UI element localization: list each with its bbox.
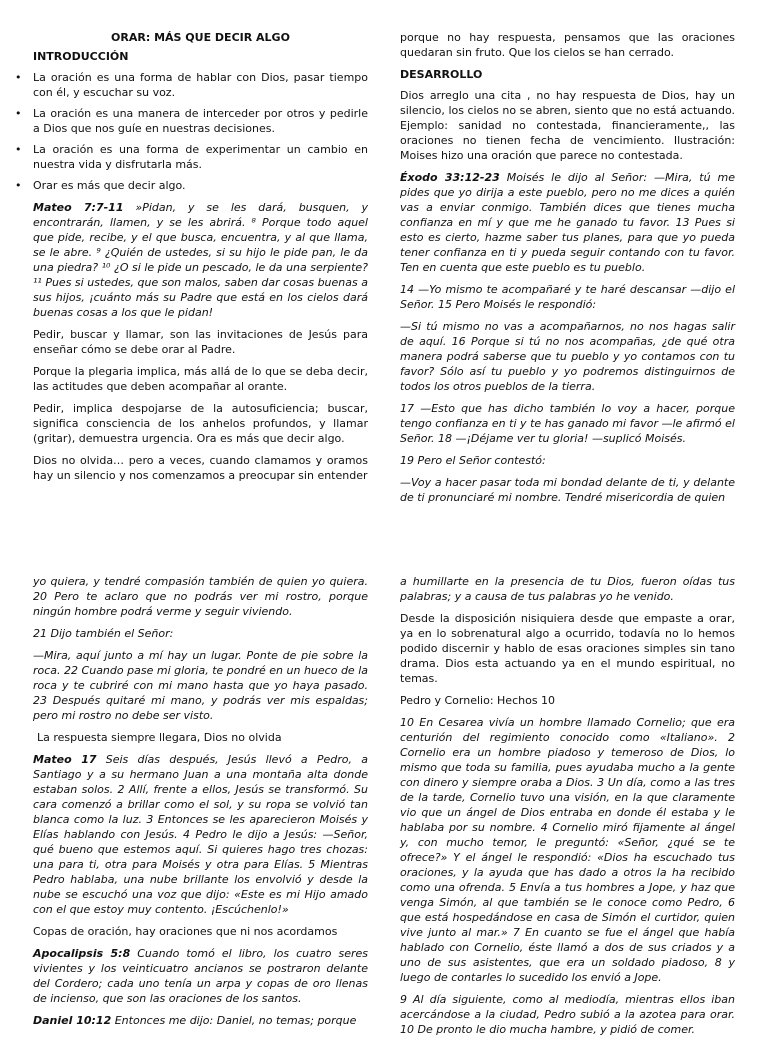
paragraph: Pedro y Cornelio: Hechos 10 (400, 694, 556, 707)
bullet-icon: • (15, 71, 22, 84)
apocalipsis-passage: Apocalipsis 5:8 Cuando tomó el libro, los cuatro seres vivientes y los veinticuatro ancianos se postraron delante del Cordero; cada uno tenía un arpa y copas de oro llenas de incienso, que son las oraciones de los santos. (33, 947, 368, 1005)
daniel-passage: Daniel 10:12 Entonces me dijo: Daniel, no temas; porque (33, 1014, 357, 1027)
paragraph: —Voy a hacer pasar toda mi bondad delante de ti, y delante de ti pronunciaré mi nombre. Tendré misericordia de quien (400, 476, 735, 504)
mateo17-passage: Mateo 17 Seis días después, Jesús llevó a Pedro, a Santiago y a su hermano Juan a una montaña alta donde estaban solos. 2 Allí, frente a ellos, Jesús se transformó. Su cara comenzó a brillar como el sol, y su ropa se volvió tan blanca como la luz. 3 Entonces se les aparecieron Moisés y Elías hablando con Jesús. 4 Pedro le dijo a Jesús: —Señor, qué bueno que estemos aquí. Si quieres hago tres chozas: una para ti, otra para Moisés y otra para Elías. 5 Mientras Pedro hablaba, una nube brillante los envolvió y desde la nube se escuchó una voz que dijo: «Este es mi Hijo amado con el que estoy muy contento. ¡Escúchenlo!» (33, 753, 368, 916)
paragraph: 14 —Yo mismo te acompañaré y te haré descansar —dijo el Señor. 15 Pero Moisés le respondió: (400, 283, 735, 311)
paragraph: Dios no olvida… pero a veces, cuando clamamos y oramos hay un silencio y nos comenzamos a preocupar sin entender (33, 454, 368, 482)
column-top-left (15, 30, 369, 490)
document-title: ORAR: MÁS QUE DECIR ALGO (111, 31, 290, 44)
column-top-right (400, 30, 735, 512)
bullet-icon: • (15, 143, 22, 156)
verse-reference: Éxodo 33:12-23 (400, 171, 500, 184)
paragraph: Dios arreglo una cita , no hay respuesta de Dios, hay un silencio, los cielos no se abren, siento que no está actuando. Ejemplo: sanidad no contestada, financieramente,, las oraciones no tienen fecha de vencimiento. Ilustración: Moises hizo una oración que parece no contestada. (400, 89, 735, 162)
paragraph: porque no hay respuesta, pensamos que las oraciones quedaran sin fruto. Que los cielos se han cerrado. (400, 31, 735, 59)
list-item: • La oración es una forma de hablar con Dios, pasar tiempo con él, y escuchar su voz. (15, 71, 368, 99)
list-item: • La oración es una manera de interceder por otros y pedirle a Dios que nos guíe en nuestras decisiones. (15, 107, 368, 135)
paragraph: 9 Al día siguiente, como al mediodía, mientras ellos iban acercándose a la ciudad, Pedro subió a la azotea para orar. 10 De pronto le dio mucha hambre, y pidió de comer. (400, 993, 735, 1036)
paragraph: 10 En Cesarea vivía un hombre llamado Cornelio; que era centurión del regimiento conocido como «Italiano». 2 Cornelio era un hombre piadoso y temeroso de Dios, lo mismo que toda su familia, pues ayudaba mucho a la gente con dinero y siempre oraba a Dios. 3 Un día, como a las tres de la tarde, Cornelio tuvo una visión, en la que claramente vio que un ángel de Dios entraba en donde él estaba y le hablaba por su nombre. 4 Cornelio miró fijamente al ángel y, con mucho temor, le preguntó: «Señor, ¿qué se te ofrece?» Y el ángel le respondió: «Dios ha escuchado tus oraciones, y la ayuda que has dado a otros la ha recibido como una ofrenda. 5 Envía a tus hombres a Jope, y haz que venga Simón, al que también se le conoce como Pedro, 6 que está hospedándose en casa de Simón el curtidor, quien vive junto al mar.» 7 En cuanto se fue el ángel que había hablado con Cornelio, éste llamó a dos de sus criados y a uno de sus asistentes, que era un soldado piadoso, 8 y luego de contarles lo sucedido los envió a Jope. (400, 716, 735, 984)
list-item: • Orar es más que decir algo. (15, 179, 186, 192)
column-bottom-left (33, 574, 368, 1035)
bullet-icon: • (15, 179, 22, 192)
bullet-icon: • (15, 107, 22, 120)
paragraph: La respuesta siempre llegara, Dios no olvida (37, 731, 282, 744)
list-item: • La oración es una forma de experimentar un cambio en nuestra vida y disfrutarla más. (15, 143, 368, 171)
mateo7-passage: Mateo 7:7-11 »Pidan, y se les dará, busquen, y encontrarán, llamen, y se les abrirá. ⁸ Porque todo aquel que pide, recibe, y el que busca, encuentra, y al que llama, se le abre. ⁹ ¿Quién de ustedes, si su hijo le pide pan, le da una piedra? ¹⁰ ¿O si le pide un pescado, le da una serpiente? ¹¹ Pues si ustedes, que son malos, saben dar cosas buenas a sus hijos, ¡cuánto más su Padre que está en los cielos dará buenas cosas a los que le pidan! (33, 201, 369, 319)
intro-bullet-list (15, 70, 368, 193)
verse-reference: Daniel 10:12 (33, 1014, 112, 1027)
paragraph: a humillarte en la presencia de tu Dios, fueron oídas tus palabras; y a causa de tus palabras yo he venido. (400, 575, 735, 603)
paragraph: Pedir, implica despojarse de la autosuficiencia; buscar, significa consciencia de los anhelos profundos, y llamar (gritar), demuestra urgencia. Ora es más que decir algo. (33, 402, 368, 445)
paragraph: 19 Pero el Señor contestó: (400, 454, 546, 467)
paragraph: Pedir, buscar y llamar, son las invitaciones de Jesús para enseñar cómo se debe orar al Padre. (33, 328, 368, 356)
paragraph: Copas de oración, hay oraciones que ni nos acordamos (33, 925, 338, 938)
paragraph: 17 —Esto que has dicho también lo voy a hacer, porque tengo confianza en ti y te has ganado mi favor —le afirmó el Señor. 18 —¡Déjame ver tu gloria! —suplicó Moisés. (400, 402, 735, 445)
column-bottom-right (400, 574, 735, 1044)
intro-heading: INTRODUCCIÓN (33, 50, 129, 63)
paragraph: —Mira, aquí junto a mí hay un lugar. Ponte de pie sobre la roca. 22 Cuando pase mi gloria, te pondré en un hueco de la roca y te cubriré con mi mano hasta que yo haya pasado. 23 Después quitaré mi mano, y podrás ver mis espaldas; pero mi rostro no debe ser visto. (33, 649, 368, 722)
paragraph: 21 Dijo también el Señor: (33, 627, 174, 640)
paragraph: Desde la disposición nisiquiera desde que empaste a orar, ya en lo sobrenatural algo a ocurrido, todavía no lo hemos podido discernir y hablo de esas oraciones simples sin tano drama. Dios esta actuando ya en el mundo espiritual, no temas. (400, 612, 735, 685)
paragraph: Porque la plegaria implica, más allá de lo que se deba decir, las actitudes que deben acompañar al orante. (33, 365, 368, 393)
exodo-passage: Éxodo 33:12-23 Moisés le dijo al Señor: —Mira, tú me pides que yo dirija a este pueblo, pero no me dices a quién vas a enviar conmigo. También dices que tienes mucha confianza en mí y que me he ganado tu favor. 13 Pues si esto es cierto, hazme saber tus planes, para que yo pueda tener confianza en ti y pueda seguir contando con tu favor. Ten en cuenta que este pueblo es tu pueblo. (400, 171, 735, 274)
paragraph: —Si tú mismo no vas a acompañarnos, no nos hagas salir de aquí. 16 Porque si tú no nos acompañas, ¿de qué otra manera podrá saberse que tu pueblo y yo contamos con tu favor? Sólo así tu pueblo y yo podremos distinguirnos de todos los otros pueblos de la tierra. (400, 320, 735, 393)
desarrollo-heading: DESARROLLO (400, 68, 483, 81)
verse-reference: Mateo 17 (33, 753, 97, 766)
verse-reference: Mateo 7:7-11 (33, 201, 124, 214)
paragraph: yo quiera, y tendré compasión también de quien yo quiera. 20 Pero te aclaro que no podrás ver mi rostro, porque ningún hombre podrá verme y seguir viviendo. (33, 575, 368, 618)
verse-reference: Apocalipsis 5:8 (33, 947, 131, 960)
